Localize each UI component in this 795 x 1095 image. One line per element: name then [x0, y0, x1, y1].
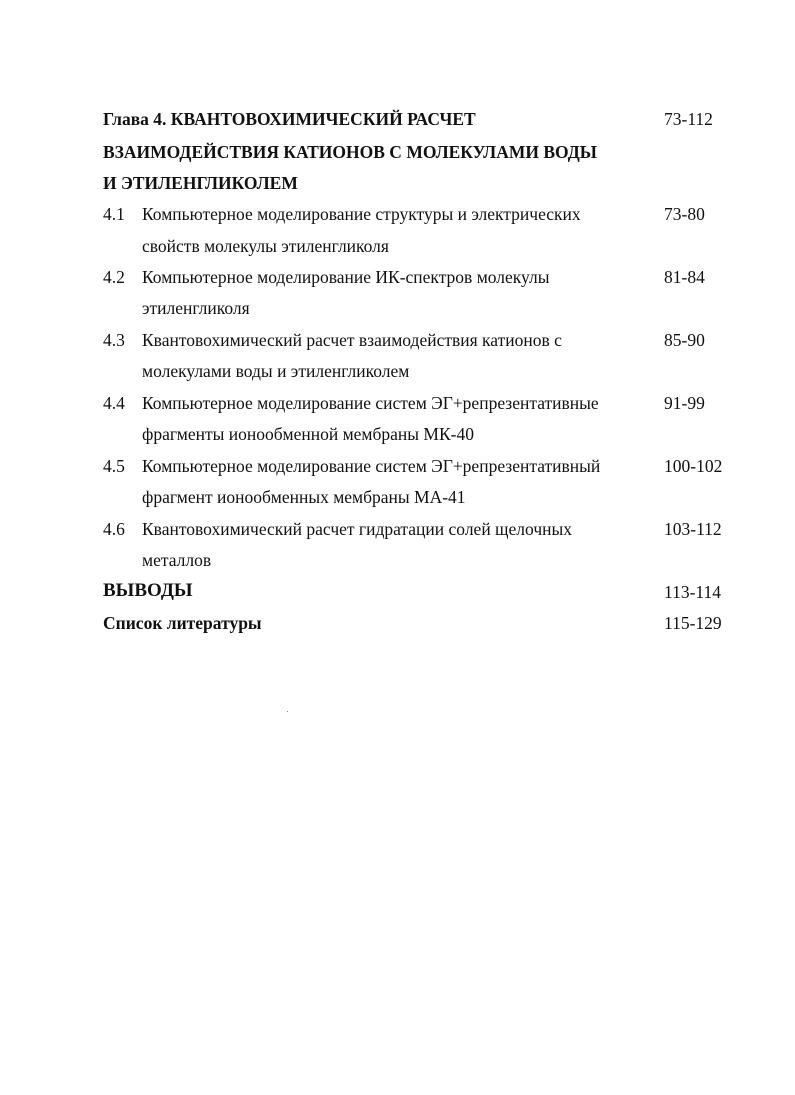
scan-speck [287, 711, 288, 712]
section-pages: 81-84 [664, 267, 705, 287]
section-title-line-2: фрагмент ионообменных мембраны МА-41 [142, 487, 466, 507]
section-title-line-2: свойств молекулы этиленгликоля [142, 236, 389, 256]
section-number: 4.5 [103, 456, 125, 476]
section-title-line-2: этиленгликоля [142, 298, 250, 318]
section-title-line-1: Квантовохимический расчет гидратации солей щелочных [142, 519, 573, 539]
references-pages: 115-129 [664, 613, 722, 633]
section-number: 4.3 [103, 330, 125, 350]
section-number: 4.1 [103, 204, 125, 224]
section-number: 4.6 [103, 519, 125, 539]
references-label: Список литературы [103, 613, 262, 633]
conclusions-label: ВЫВОДЫ [103, 580, 193, 601]
section-title-line-1: Квантовохимический расчет взаимодействия катионов с [142, 330, 562, 350]
section-number: 4.4 [103, 393, 125, 413]
chapter-pages: 73-112 [664, 109, 713, 129]
section-pages: 91-99 [664, 393, 705, 413]
section-title-line-2: молекулами воды и этиленгликолем [142, 361, 410, 381]
section-title-line-2: фрагменты ионообменной мембраны МК-40 [142, 424, 474, 444]
section-title-line-1: Компьютерное моделирование ИК-спектров молекулы [142, 267, 550, 287]
section-title-line-2: металлов [142, 550, 212, 570]
section-number: 4.2 [103, 267, 125, 287]
section-pages: 85-90 [664, 330, 705, 350]
section-title-line-1: Компьютерное моделирование систем ЭГ+репрезентативный [142, 456, 601, 476]
section-pages: 73-80 [664, 204, 705, 224]
section-pages: 103-112 [664, 519, 722, 539]
section-title-line-1: Компьютерное моделирование систем ЭГ+репрезентативные [142, 393, 599, 413]
conclusions-pages: 113-114 [664, 582, 722, 602]
section-pages: 100-102 [664, 456, 723, 476]
chapter-title-line-1: Глава 4. КВАНТОВОХИМИЧЕСКИЙ РАСЧЕТ [103, 109, 476, 129]
chapter-title-line-3: И ЭТИЛЕНГЛИКОЛЕМ [103, 173, 298, 193]
section-title-line-1: Компьютерное моделирование структуры и электрических [142, 204, 581, 224]
chapter-title-line-2: ВЗАИМОДЕЙСТВИЯ КАТИОНОВ С МОЛЕКУЛАМИ ВОДЫ [103, 142, 597, 162]
